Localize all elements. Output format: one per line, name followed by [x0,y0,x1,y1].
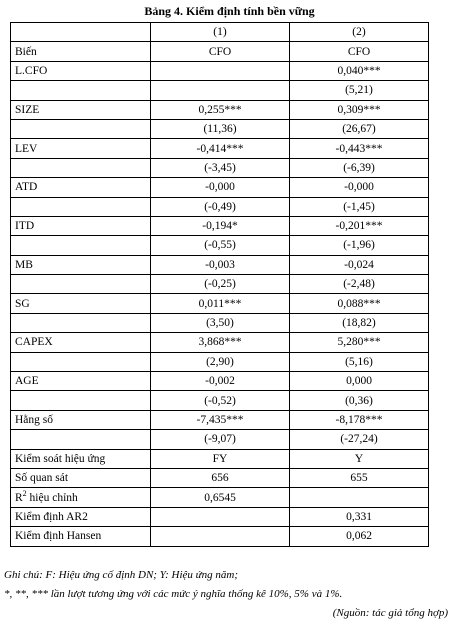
note-source: (Nguồn: tác giả tổng hợp) [332,607,448,619]
stat-label: Kiểm định Hansen [11,527,151,546]
table-row [11,313,429,332]
value-model-2: (-6,39) [290,158,429,177]
stat-value-model-2: 0,062 [290,527,429,546]
stat-value-model-2: 0,331 [290,507,429,526]
stat-value-model-2 [290,488,429,507]
value-model-2: -0,024 [290,255,429,274]
stat-value-model-2: Y [290,449,429,468]
table-title: Bảng 4. Kiểm định tính bền vững [144,4,315,18]
table-row [11,81,429,100]
table-row [11,255,429,274]
table-row [11,158,429,177]
value-model-2: 0,000 [290,372,429,391]
variable-label [11,81,151,100]
value-model-2: (18,82) [290,313,429,332]
value-model-2: (-1,45) [290,197,429,216]
variable-label [11,197,151,216]
value-model-1: (11,36) [151,119,290,138]
value-model-1: -0,003 [151,255,290,274]
value-model-1: (-0,55) [151,236,290,255]
value-model-2: 0,040*** [290,61,429,80]
stat-label [11,488,151,507]
value-model-1: (-9,07) [151,430,290,449]
stat-value-model-1 [151,527,290,546]
note-significance: *, **, *** lần lượt tương ứng với các mức ý nghĩa thống kê 10%, 5% và 1%. [4,588,343,600]
stat-row [11,507,429,526]
table-row [11,333,429,352]
value-model-1: 0,011*** [151,294,290,313]
column-index-1: (1) [151,23,290,42]
table-row [11,100,429,119]
value-model-2: (26,67) [290,119,429,138]
variable-label [11,158,151,177]
variable-label [11,352,151,371]
stat-value-model-2: 655 [290,468,429,487]
stat-value-model-1: 656 [151,468,290,487]
variable-label: CAPEX [11,333,151,352]
value-model-2: (5,21) [290,81,429,100]
dependent-variable-1: CFO [151,42,290,61]
value-model-1: (-0,52) [151,391,290,410]
stat-row [11,468,429,487]
variable-label: ITD [11,216,151,235]
variable-label: Hằng số [11,410,151,429]
variable-label [11,313,151,332]
value-model-1: 0,255*** [151,100,290,119]
table-row [11,216,429,235]
dependent-variable-2: CFO [290,42,429,61]
value-model-1: (-0,49) [151,197,290,216]
value-model-1: (-3,45) [151,158,290,177]
value-model-2: (-2,48) [290,275,429,294]
stat-value-model-1: 0,6545 [151,488,290,507]
value-model-1: 3,868*** [151,333,290,352]
table-row [11,430,429,449]
stat-row [11,527,429,546]
header-index-row [11,23,429,42]
table-row [11,294,429,313]
robustness-table [10,22,429,547]
variable-label [11,430,151,449]
stat-row [11,449,429,468]
table-row [11,139,429,158]
value-model-1: -0,000 [151,178,290,197]
value-model-2: (-1,96) [290,236,429,255]
variable-label: AGE [11,372,151,391]
value-model-2: -0,000 [290,178,429,197]
value-model-2: -8,178*** [290,410,429,429]
variable-header: Biến [11,42,151,61]
table-row [11,275,429,294]
note-effects: Ghi chú: F: Hiệu ứng cố định DN; Y: Hiệu ứng năm; [4,569,238,581]
table-row [11,352,429,371]
variable-label: MB [11,255,151,274]
table-row [11,197,429,216]
value-model-1: (-0,25) [151,275,290,294]
value-model-1: (2,90) [151,352,290,371]
value-model-1: (3,50) [151,313,290,332]
value-model-1: -0,194* [151,216,290,235]
variable-label: SG [11,294,151,313]
table-row [11,410,429,429]
table-notes [4,566,454,623]
stat-label: Kiểm định AR2 [11,507,151,526]
table-row [11,61,429,80]
stat-label: Số quan sát [11,468,151,487]
value-model-2: (5,16) [290,352,429,371]
value-model-1 [151,61,290,80]
stat-label-superscript: 2 [22,488,27,498]
value-model-2: 5,280*** [290,333,429,352]
stat-value-model-1: FY [151,449,290,468]
stat-label-rest: hiệu chỉnh [26,491,78,504]
stat-label: Kiểm soát hiệu ứng [11,449,151,468]
header-dep-row [11,42,429,61]
value-model-2: (-27,24) [290,430,429,449]
header-blank-cell [11,23,151,42]
value-model-1 [151,81,290,100]
variable-label: LEV [11,139,151,158]
table-row [11,372,429,391]
value-model-1: -0,002 [151,372,290,391]
value-model-1: -0,414*** [151,139,290,158]
stat-value-model-1 [151,507,290,526]
column-index-2: (2) [290,23,429,42]
variable-label [11,275,151,294]
variable-label: ATD [11,178,151,197]
value-model-2: -0,443*** [290,139,429,158]
variable-label [11,391,151,410]
value-model-2: (0,36) [290,391,429,410]
table-row [11,391,429,410]
table-row [11,236,429,255]
value-model-1: -7,435*** [151,410,290,429]
stat-label-main: R [15,491,23,504]
variable-label: L.CFO [11,61,151,80]
variable-label [11,236,151,255]
value-model-2: 0,088*** [290,294,429,313]
table-row [11,119,429,138]
value-model-2: 0,309*** [290,100,429,119]
variable-label: SIZE [11,100,151,119]
stat-row [11,488,429,507]
variable-label [11,119,151,138]
value-model-2: -0,201*** [290,216,429,235]
table-row [11,178,429,197]
